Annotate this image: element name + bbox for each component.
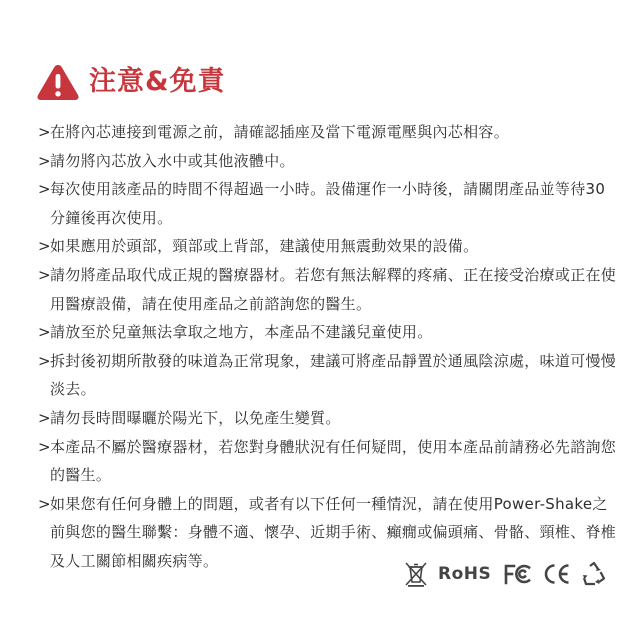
bullet-marker: > [38, 408, 51, 427]
caution-text: 在將內芯連接到電源之前，請確認插座及當下電源電壓與內芯相容。 [50, 123, 510, 141]
rohs-mark: RoHS [438, 564, 492, 584]
bullet-marker: > [38, 237, 51, 256]
fc-icon [503, 563, 533, 585]
caution-text: 拆封後初期所散發的味道為正常現象，建議可將產品靜置於通風陰涼處，味道可慢慢淡去。 [50, 351, 617, 399]
bullet-marker: > [38, 494, 51, 513]
caution-text: 請勿長時間曝曬於陽光下，以免產生變質。 [50, 408, 341, 427]
section-header [36, 62, 226, 102]
caution-item [38, 433, 618, 490]
caution-text: 本產品不屬於醫療器材，若您對身體狀況有任何疑問，使用本產品前請務必先諮詢您的醫生。 [50, 437, 617, 485]
recycle-icon [581, 561, 607, 587]
caution-item [38, 118, 618, 147]
caution-text: 請放至於兒童無法拿取之地方，本產品不建議兒童使用。 [50, 323, 433, 342]
bullet-marker: > [38, 437, 51, 456]
bullet-marker: > [38, 180, 51, 199]
caution-text: 請勿將產品取代成正規的醫療器材。若您有無法解釋的疼痛、正在接受治療或正在使用醫療設備，請在使用產品之前諮詢您的醫生。 [50, 265, 617, 313]
caution-item [38, 175, 618, 232]
caution-text: 每次使用該產品的時間不得超過一小時。設備運作一小時後，請關閉產品並等待30分鐘後再次使用。 [50, 180, 606, 227]
page-title: 注意&免責 [89, 66, 226, 97]
caution-item [38, 318, 618, 347]
certification-marks [404, 560, 607, 588]
caution-item [38, 404, 618, 433]
bullet-marker: > [38, 265, 51, 284]
caution-item [38, 261, 618, 318]
caution-list [38, 118, 618, 576]
bullet-marker: > [38, 323, 51, 342]
bullet-marker: > [38, 151, 51, 170]
caution-item [38, 147, 618, 176]
bullet-marker: > [38, 351, 51, 370]
weee-crossed-bin-icon [404, 561, 428, 587]
caution-item [38, 347, 618, 404]
bullet-marker: > [38, 123, 51, 141]
caution-item [38, 232, 618, 261]
caution-text: 請勿將內芯放入水中或其他液體中。 [50, 151, 295, 170]
caution-text: 如果您有任何身體上的問題，或者有以下任何一種情況，請在使用Power-Shake之前與您的醫生聯繫：身體不適、懷孕、近期手術、癲癇或偏頭痛、骨骼、頸椎、脊椎及人工關節相關疾病等。 [50, 494, 617, 570]
ce-icon [543, 563, 571, 585]
warning-triangle-icon [36, 63, 80, 101]
caution-text: 如果應用於頭部，頸部或上背部，建議使用無震動效果的設備。 [50, 237, 479, 256]
